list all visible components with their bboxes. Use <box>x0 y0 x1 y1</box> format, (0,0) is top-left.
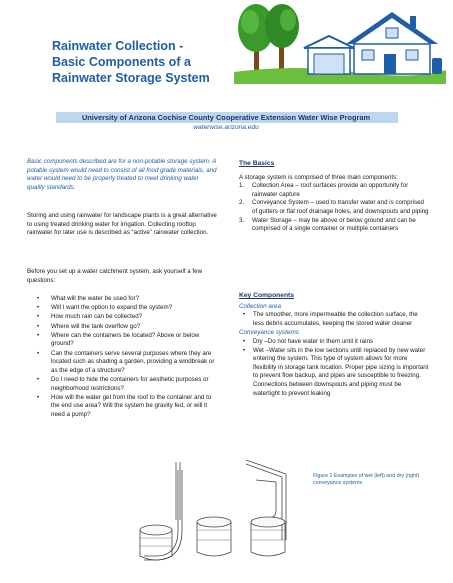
list-item: • Can the containers serve several purposes where they are located such as shading a garden, providing a windbreak or as the edge of a structure? <box>27 350 217 376</box>
title-line-2: Basic Components of a <box>52 55 191 69</box>
list-item: 2. Conveyance System – used to transfer water and is comprised of gutters or flat roof drainage holes, and downspouts and piping <box>239 199 429 215</box>
questions-intro: Before you set up a water catchment system, ask yourself a few questions: <box>27 268 203 284</box>
list-item: 1. Collection Area – roof surfaces provide an opportunity for rainwater capture <box>239 182 409 198</box>
questions-list <box>27 295 217 420</box>
list-item: • Do I need to hide the containers for aesthetic purposes or neighborhood restrictions? <box>27 376 217 393</box>
conveyance-list <box>239 338 429 398</box>
key-components-section <box>239 292 429 398</box>
conveyance-systems-figure <box>136 460 311 568</box>
conveyance-subheading: Conveyance systems <box>239 329 299 337</box>
extension-program-title: University of Arizona Cochise County Cooperative Extension Water Wise Program <box>81 113 371 122</box>
list-item: • Dry –Do not have water in them until it rains <box>239 338 429 347</box>
list-item: • Where can the containers be located? Above or below ground? <box>27 332 217 349</box>
list-item: • Wet –Water sits in the low sections until replaced by new water entering the system. This type of system allows for more flexibility in storage tank location. Proper pipe sizing is important to prevent flow backup, and pipes are susceptible to freezing. Connections between downspouts and piping must be watertight to prevent leaking <box>239 347 429 399</box>
basics-heading: The Basics <box>239 160 275 167</box>
list-item: • How much rain can be collected? <box>27 313 217 322</box>
potable-note: Basic components described are for a non-potable storage system. A potable system would need to consist of all food grade materials, and water would need to be properly treated to meet drinking water quality standards. <box>27 158 217 191</box>
list-item: • Where will the tank overflow go? <box>27 323 217 332</box>
basics-intro: A storage system is comprised of three main components: <box>239 173 398 181</box>
key-components-heading: Key Components <box>239 292 294 299</box>
list-item: • What will the water be used for? <box>27 295 217 304</box>
basics-section <box>239 160 429 234</box>
page-title <box>52 38 252 86</box>
house-trees-illustration <box>234 2 446 84</box>
list-item: • The smoother, more impermeable the collection surface, the less debris accumulates, keeping the stored water cleaner <box>239 311 429 328</box>
title-line-3: Rainwater Storage System <box>52 71 210 85</box>
list-item: 3. Water Storage – may be above or below ground and can be comprised of a single container or multiple containers <box>239 216 416 233</box>
collection-list <box>239 311 429 328</box>
extension-url: waterwise.arizona.edu <box>193 124 259 131</box>
list-item: • How will the water get from the roof to the container and to the end use area? Will the system be gravity fed, or will it need a pump? <box>27 394 217 420</box>
figure-caption: Figure 1 Examples of wet (left) and dry (right) conveyance systems <box>313 473 420 486</box>
collection-area-subheading: Collection area <box>239 302 282 310</box>
components-list <box>239 182 429 234</box>
list-item: • Will I want the option to expand the system? <box>27 304 217 313</box>
title-line-1: Rainwater Collection - <box>52 39 184 53</box>
intro-paragraph: Storing and using rainwater for landscape plants is a great alternative to using treated drinking water for irrigation. Collecting rooftop rainwater for later use is described as “active” rainwater collection. <box>27 212 217 237</box>
